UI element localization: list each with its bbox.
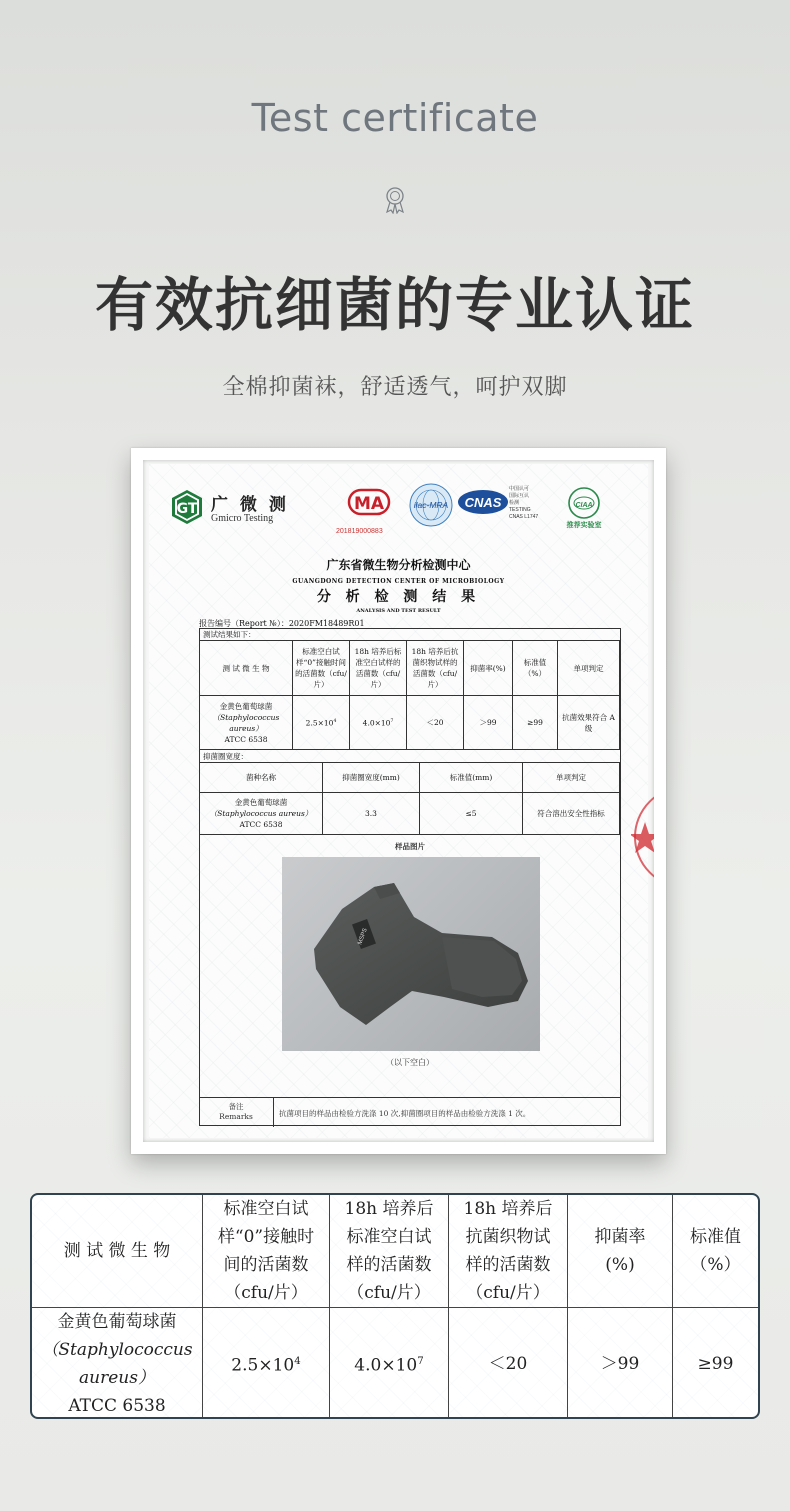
header-cell: 18h 培养后标准空白试样的活菌数（cfu/片） [350,641,407,696]
page-heading-cn: 有效抗细菌的专业认证 [94,271,695,339]
page-subtitle: 全棉抑菌袜，舒适透气，呵护双脚 [222,375,568,400]
header-cell: 标准空白试样“0”接触时间的活菌数（cfu/片） [293,641,350,696]
zoom-value-0h: $2.5\times 10^4$ [203,1308,330,1420]
zone-width-cell: 3.3 [323,793,420,835]
red-stamp-icon [631,782,654,892]
zoom-results-table [32,1195,758,1419]
header-cell: 标准值（%） [513,641,558,696]
org-name-cn: 广东省微生物分析检测中心 [326,558,471,572]
header-cell: 单项判定 [523,763,620,793]
result-title-cn: 分 析 检 测 结 果 [316,589,481,605]
gmicro-logo-icon [171,489,203,525]
svg-text:ilac-MRA: ilac-MRA [413,500,449,510]
report-number: 报告编号（Report №）：2020FM18489R01 [199,619,365,628]
zoom-table-panel [30,1193,760,1419]
zone-judgement-cell: 符合溶出安全性指标 [523,793,620,835]
header-cell: 菌种名称 [200,763,323,793]
result-box [199,628,621,1126]
header-cell: 单项判定 [558,641,620,696]
value-0h-cell: $2.5\times 10^4$ [293,696,350,750]
svg-text:CNAS: CNAS [464,495,502,510]
rate-cell: ＞99 [464,696,513,750]
antibacterial-table [199,640,620,750]
svg-text:GT: GT [176,501,198,517]
zoom-header-18h-base: 18h 培养后 标准空白试 样的活菌数 （cfu/片） [330,1195,449,1308]
result-title-en: ANALYSIS AND TEST RESULT [356,608,441,614]
remarks-text: 抗菌项目的样品由检验方洗涤 10 次,抑菌圈项目的样品由检验方洗涤 1 次。 [279,1109,531,1118]
header-cell: 18h 培养后抗菌织物试样的活菌数（cfu/片） [407,641,464,696]
zone-standard-cell: ≤5 [420,793,523,835]
svg-text:MA: MA [353,494,385,514]
cma-number: 201819000883 [336,528,383,535]
ciaa-seal-icon [561,486,607,530]
zoom-standard: ≥99 [673,1308,759,1420]
header-cell: 抑菌率(%) [464,641,513,696]
sock-image [282,857,540,1051]
page-heading-en: Test certificate [251,96,539,140]
value-fabric-cell: ＜20 [407,696,464,750]
svg-text:推荐实验室: 推荐实验室 [566,521,602,529]
cnas-seal-icon [457,489,509,515]
zoom-header-0h: 标准空白试 样“0”接触时 间的活菌数 （cfu/片） [203,1195,330,1308]
inhibition-zone-table [199,762,620,835]
zoom-header-rate: 抑菌率 (%) [568,1195,673,1308]
ilac-mra-seal-icon [408,482,454,528]
remarks-row [199,1097,621,1128]
gmicro-logo-en: Gmicro Testing [211,513,274,524]
cma-seal-icon [346,484,392,524]
zoom-header-18h-fabric: 18h 培养后 抗菌织物试 样的活菌数 （cfu/片） [449,1195,568,1308]
certificate-paper [149,464,648,1138]
header-cell: 标准值(mm) [420,763,523,793]
standard-cell: ≥99 [513,696,558,750]
remarks-label: 备注 Remarks [199,1098,274,1127]
zoom-rate: ＞99 [568,1308,673,1420]
svg-text:MSPS: MSPS [357,927,369,946]
cnas-note: 中国认可 国际互认 检测 TESTING CNAS L1747 [509,486,539,520]
header-cell: 抑菌圈宽度(mm) [323,763,420,793]
zoom-header-organism: 测 试 微 生 物 [32,1195,203,1308]
judgement-cell: 抗菌效果符合 A 级 [558,696,620,750]
award-ribbon-icon [383,186,407,214]
zoom-value-18h: $4.0\times 10^7$ [330,1308,449,1420]
blank-note: （以下空白） [386,1058,434,1067]
zoom-organism-cell: 金黄色葡萄球菌 （Staphylococcus aureus） ATCC 6538 [32,1308,203,1420]
organism-cell: 金黄色葡萄球菌 （Staphylococcus aureus） ATCC 6538 [200,793,323,835]
sample-photo [282,857,540,1051]
certificate-frame [131,448,666,1154]
zoom-header-standard: 标准值 （%） [673,1195,759,1308]
organism-cell: 金黄色葡萄球菌 （Staphylococcus aureus） ATCC 6538 [200,696,293,750]
gmicro-logo-cn: 广 微 测 [211,495,289,515]
svg-text:CIAA: CIAA [575,502,593,509]
section1-label: 测试结果如下： [203,630,256,639]
section2-label: 抑菌圈宽度： [203,752,248,761]
sample-title: 样品图片 [395,842,425,851]
certificate-mat [143,460,654,1142]
org-name-en: GUANGDONG DETECTION CENTER OF MICROBIOLOGY [292,578,505,585]
header-cell: 测 试 微 生 物 [200,641,293,696]
value-18h-cell: $4.0\times 10^7$ [350,696,407,750]
zoom-value-fabric: ＜20 [449,1308,568,1420]
